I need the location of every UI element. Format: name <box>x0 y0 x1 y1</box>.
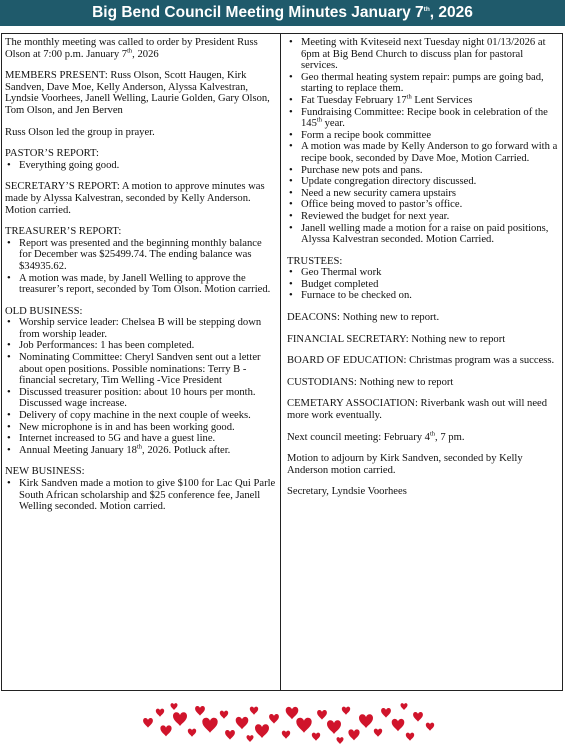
heart-icon <box>188 729 196 737</box>
heart-icon <box>282 731 290 739</box>
secretary-signature: Secretary, Lyndsie Voorhees <box>287 486 407 498</box>
heart-icon <box>337 737 344 744</box>
next-meeting: Next council meeting: February 4th, 7 pm. <box>287 430 465 443</box>
heart-icon <box>413 712 423 722</box>
list-item: • Meeting with Kviteseid next Tuesday night 01/13/2026 at 6pm at Big Bend Church to discuss plan for pastoral services. <box>287 37 559 72</box>
heart-icon <box>381 708 391 718</box>
old-business-list <box>5 317 276 456</box>
list-item: • Kirk Sandven made a motion to give $100 for Lac Qui Parle South African scholarship and $25 conference fee, Janell Welling seconded. Motion carried. <box>5 478 276 513</box>
list-item: • Report was presented and the beginning monthly balance for December was $25499.74. The ending balance was $34935.62. <box>5 238 276 273</box>
page-title: Big Bend Council Meeting Minutes January 7th, 2026 <box>0 0 565 26</box>
pastor-heading: PASTOR’S REPORT: <box>5 148 99 160</box>
heart-icon <box>247 735 254 742</box>
secretary-report: SECRETARY’S REPORT: A motion to approve minutes was made by Alyssa Kalvestran, seconded by Kelly Anderson. Motion carried. <box>5 181 265 216</box>
list-item: • Fat Tuesday February 17th Lent Services <box>287 95 559 107</box>
list-item: • Reviewed the budget for next year. <box>287 211 559 223</box>
adjourn-motion: Motion to adjourn by Kirk Sandven, seconded by Kelly Anderson motion carried. <box>287 453 523 476</box>
heart-icon <box>348 729 359 740</box>
heart-icon <box>156 709 164 717</box>
treasurer-heading: TREASURER’S REPORT: <box>5 226 122 238</box>
heart-icon <box>406 733 414 741</box>
heart-icon <box>342 707 350 715</box>
list-item: • A motion was made, by Janell Welling to approve the treasurer’s report, seconded by Tom Olson. Motion carried. <box>5 273 276 296</box>
list-item: • Everything going good. <box>5 160 276 172</box>
heart-icon <box>327 720 341 734</box>
list-item: • Nominating Committee: Cheryl Sandven sent out a letter about open positions. Possible nominations: Terry B -financial secretary, Tim Welling -Vice President <box>5 352 276 387</box>
heart-icon <box>202 718 217 733</box>
list-item: • Job Performances: 1 has been completed. <box>5 340 276 352</box>
pastor-list <box>5 160 276 172</box>
hearts-decoration <box>140 700 440 744</box>
list-item: • Furnace to be checked on. <box>287 290 559 302</box>
heart-icon <box>173 712 187 726</box>
list-item: • Need a new security camera upstairs <box>287 188 559 200</box>
list-item: • Geo Thermal work <box>287 267 559 279</box>
heart-icon <box>286 707 299 719</box>
heart-icon <box>160 725 171 736</box>
heart-icon <box>250 707 258 715</box>
list-item: • Form a recipe book committee <box>287 130 559 142</box>
new-business-continued-list <box>287 37 559 246</box>
list-item: • New microphone is in and has been working good. <box>5 422 276 434</box>
heart-icon <box>359 714 373 728</box>
list-item: • Internet increased to 5G and have a guest line. <box>5 433 276 445</box>
list-item: • Fundraising Committee: Recipe book in celebration of the 145th year. <box>287 107 559 130</box>
list-item: • Worship service leader: Chelsea B will be stepping down from worship leader. <box>5 317 276 340</box>
list-item: • Budget completed <box>287 279 559 291</box>
heart-icon <box>236 717 249 729</box>
heart-icon <box>312 733 320 741</box>
heart-icon <box>195 706 205 716</box>
prayer-line: Russ Olson led the group in prayer. <box>5 126 155 138</box>
new-business-list <box>5 478 276 513</box>
new-business-heading: NEW BUSINESS: <box>5 466 85 478</box>
cemetary-association-report: CEMETARY ASSOCIATION: Riverbank wash out will need more work eventually. <box>287 398 548 422</box>
list-item: • Janell welling made a motion for a raise on paid positions, Alyssa Kalvestran seconded. Motion Carried. <box>287 223 559 246</box>
heart-icon <box>171 703 178 710</box>
list-item: • Office being moved to pastor’s office. <box>287 199 559 211</box>
list-item: • Purchase new pots and pans. <box>287 165 559 177</box>
intro-paragraph: The monthly meeting was called to order by President Russ Olson at 7:00 p.m. January 7th, 2026 <box>5 37 258 60</box>
custodians-report: CUSTODIANS: Nothing new to report <box>287 376 454 388</box>
list-item: • Delivery of copy machine in the next couple of weeks. <box>5 410 276 422</box>
deacons-report: DEACONS: Nothing new to report. <box>287 312 440 324</box>
financial-secretary-report: FINANCIAL SECRETARY: Nothing new to report <box>287 333 506 345</box>
heart-icon <box>143 718 153 728</box>
list-item: • Annual Meeting January 18th, 2026. Potluck after. <box>5 445 276 457</box>
list-item: • A motion was made by Kelly Anderson to go forward with a recipe book, seconded by Dave Moe, Motion Carried. <box>287 141 559 164</box>
list-item: • Discussed treasurer position: about 10 hours per month. Discussed wage increase. <box>5 387 276 410</box>
list-item: • Geo thermal heating system repair: pumps are going bad, starting to replace them. <box>287 72 559 95</box>
list-item: • Update congregation directory discussed. <box>287 176 559 188</box>
heart-icon <box>374 729 382 737</box>
heart-icon <box>296 718 311 733</box>
heart-icon <box>317 710 327 720</box>
heart-icon <box>220 711 228 719</box>
right-column <box>287 37 559 508</box>
members-present: MEMBERS PRESENT: Russ Olson, Scott Haugen, Kirk Sandven, Dave Moe, Kelly Anderson, Alyssa Kalvestran, Lyndsie Voorhees, Janell Welling, Laurie Golden, Gary Olson, Tom Olson, and Jen Berven <box>5 70 270 116</box>
treasurer-list <box>5 238 276 296</box>
heart-icon <box>392 719 405 731</box>
trustees-heading: TRUSTEES: <box>287 255 343 267</box>
column-divider <box>280 33 281 691</box>
heart-icon <box>255 724 269 738</box>
trustees-list <box>287 267 559 302</box>
heart-icon <box>269 714 279 724</box>
old-business-heading: OLD BUSINESS: <box>5 305 83 317</box>
heart-icon <box>401 703 408 710</box>
board-of-education-report: BOARD OF EDUCATION: Christmas program was a success. <box>287 355 555 367</box>
left-column <box>5 37 276 523</box>
heart-icon <box>426 723 434 731</box>
heart-icon <box>225 730 235 740</box>
